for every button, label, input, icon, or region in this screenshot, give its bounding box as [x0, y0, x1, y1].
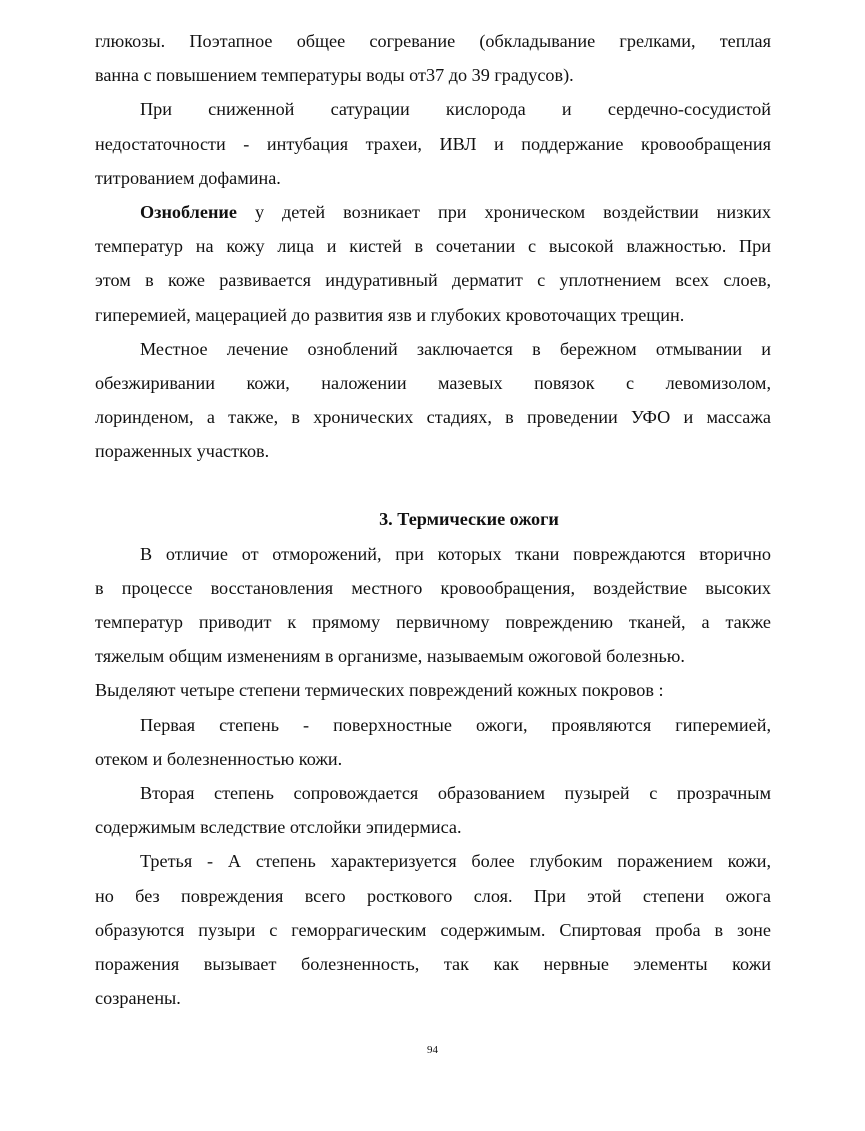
page-number: 94 [427, 1044, 438, 1056]
text-line: титрованием дофамина. [95, 167, 281, 188]
paragraph [95, 195, 771, 332]
text-line: При сниженной сатурации кислорода и сердечно-сосудистой [140, 99, 771, 120]
text-line: В отличие от отморожений, при которых ткани повреждаются вторично [140, 543, 771, 564]
text-line: в процессе восстановления местного кровообращения, воздействие высоких [95, 577, 771, 598]
paragraph [95, 24, 771, 92]
paragraph [95, 844, 771, 1015]
text-line: этом в коже развивается индуративный дерматит с уплотнением всех слоев, [95, 270, 771, 291]
text-line: содержимым вследствие отслойки эпидермиса. [95, 817, 462, 838]
text-line: пораженных участков. [95, 441, 270, 462]
paragraph [95, 776, 771, 844]
text-line: Выделяют четыре степени термических повреждений кожных покровов : [95, 680, 664, 701]
text-line: созранены. [95, 988, 181, 1009]
paragraph [95, 537, 771, 674]
text-line: гиперемией, мацерацией до развития язв и глубоких кровоточащих трещин. [95, 304, 685, 325]
paragraph [95, 673, 771, 707]
text-line: но без повреждения всего росткового слоя. При этой степени ожога [95, 885, 771, 906]
text-line: поражения вызывает болезненность, так как нервные элементы кожи [95, 953, 771, 974]
text-line: температур приводит к прямому первичному повреждению тканей, а также [95, 612, 771, 632]
paragraph [95, 332, 771, 469]
text-line: ванна с повышением температуры воды от37 до 39 градусов). [95, 65, 574, 86]
document-page [95, 24, 771, 1015]
text-line: глюкозы. Поэтапное общее согревание (обкладывание грелками, теплая [95, 31, 771, 51]
paragraph [95, 708, 771, 776]
text-line: Местное лечение ознoблений заключается в бережном отмывании и [140, 338, 771, 359]
text-line: Вторая степень сопровождается образованием пузырей с прозрачным [140, 782, 771, 803]
text-fragment: у детей возникает при хроническом воздействии низких [236, 201, 771, 222]
text-line [95, 195, 771, 229]
paragraph [95, 92, 771, 195]
text-line: отеком и болезненностью кожи. [95, 748, 343, 769]
text-line: Третья - А степень характеризуется более глубоким поражением кожи, [140, 851, 771, 872]
text-line: обезжиривании кожи, наложении мазевых повязок с левомизолом, [95, 372, 771, 393]
text-line: недостаточности - интубация трахеи, ИВЛ и поддержание кровообращения [95, 133, 771, 154]
text-line: тяжелым общим изменениям в организме, называемым ожоговой болезнью. [95, 646, 685, 667]
text-line: температур на кожу лица и кистей в сочетании с высокой влажностью. При [95, 236, 771, 257]
text-line: лоринденом, а также, в хронических стадиях, в проведении УФО и массажа [95, 407, 771, 428]
term-frostbite-chilblain: Ознобление [140, 201, 237, 222]
text-line: образуются пузыри с геморрагическим содержимым. Спиртовая проба в зоне [95, 919, 771, 940]
section-heading: 3. Термические ожоги [379, 509, 559, 530]
text-line: Первая степень - поверхностные ожоги, проявляются гиперемией, [140, 714, 771, 735]
